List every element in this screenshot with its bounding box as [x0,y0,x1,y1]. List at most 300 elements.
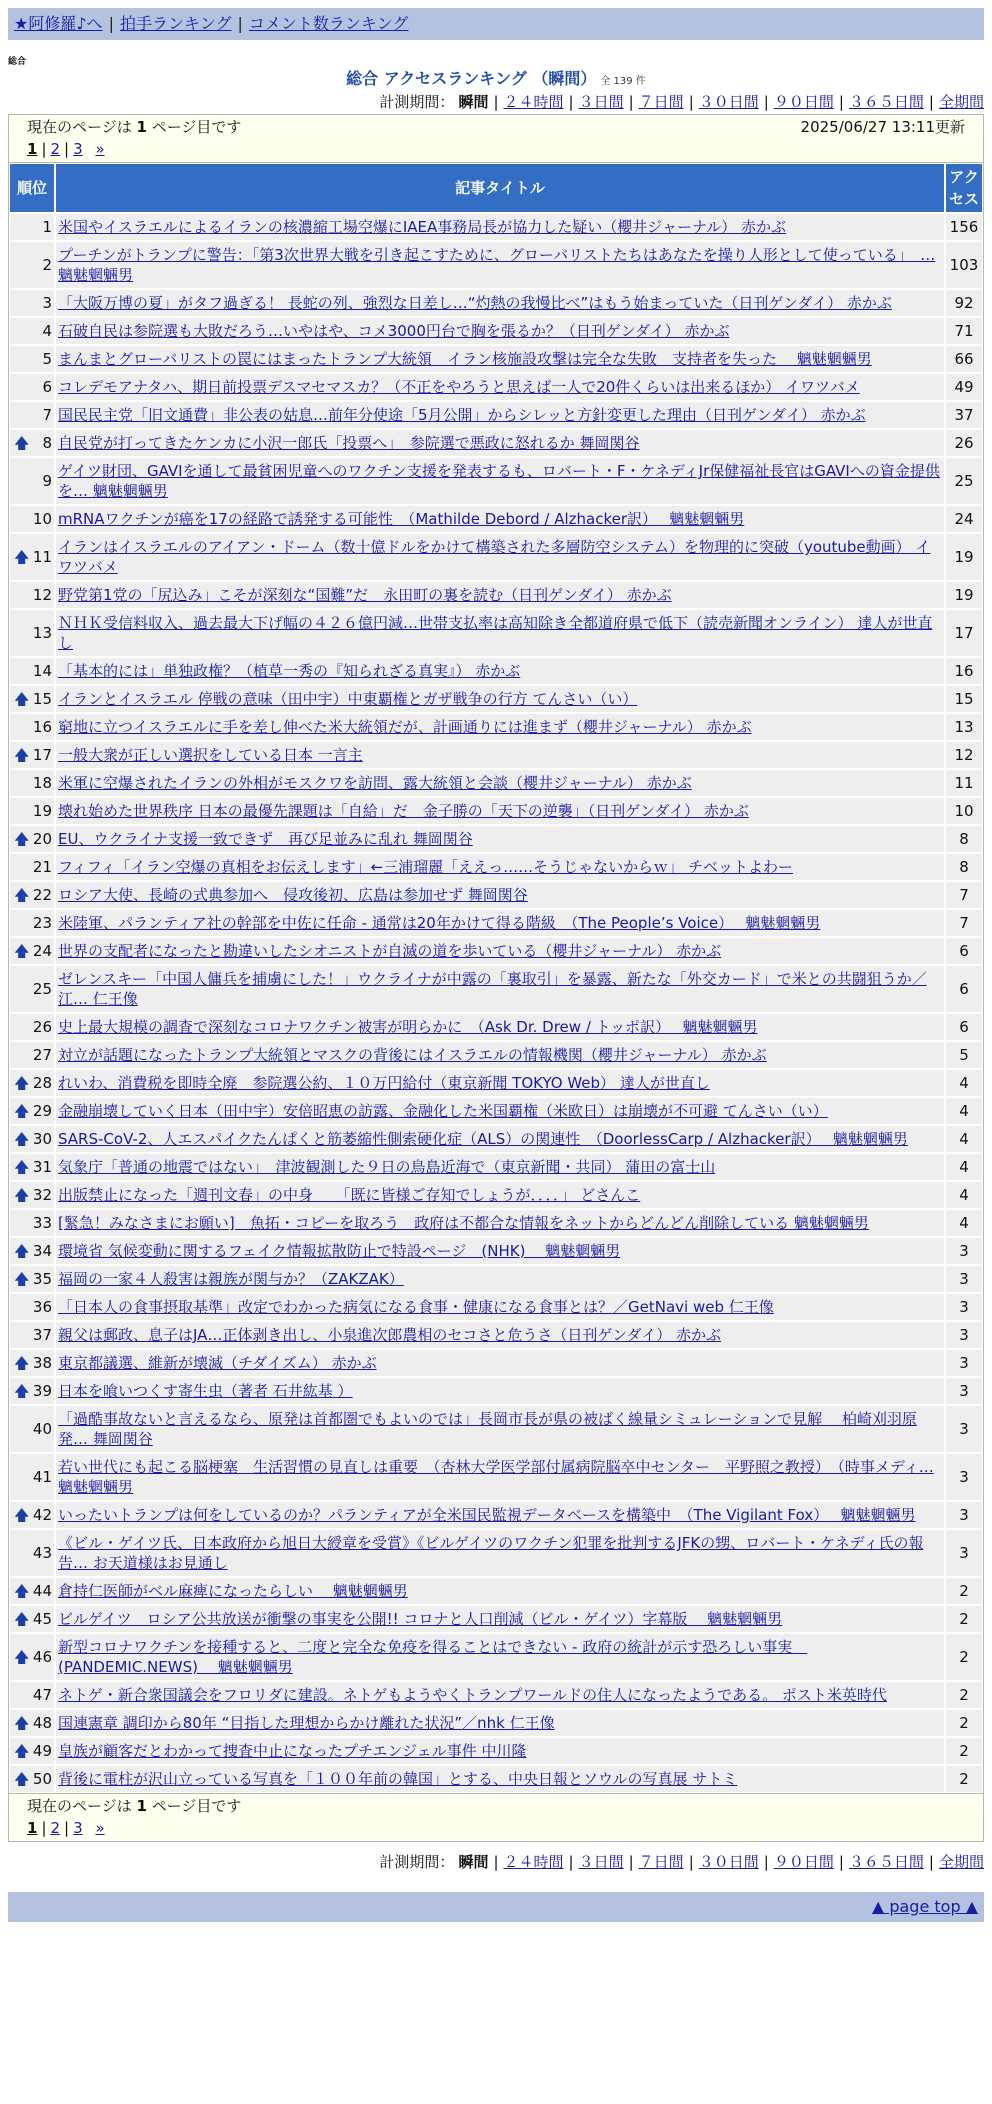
title-cell [55,1709,945,1737]
period-option[interactable]: 全期間 [938,93,984,111]
title-cell [55,213,945,241]
title-cell [55,657,945,685]
article-link[interactable]: フィフィ「イラン空爆の真相をお伝えします」←三浦瑠麗「ええっ……そうじゃないからｗ」 チベットよわー [58,858,793,876]
article-link[interactable]: 新型コロナワクチンを接種すると、二度と完全な免疫を得ることはできない - 政府の統計が示す恐ろしい事実 (PANDEMIC.NEWS) 魑魅魍魎男 [58,1638,808,1676]
rank-number: 9 [42,472,52,490]
rank-number: 25 [32,980,52,998]
page-link[interactable]: 2 [50,140,61,158]
access-count: 3 [945,1453,983,1501]
rank-cell [9,401,55,429]
rank-number: 16 [32,718,52,736]
title-cell [55,581,945,609]
table-row [9,1125,983,1153]
article-link[interactable]: 日本を喰いつくす寄生虫（著者 石井紘基 ） [58,1382,353,1400]
page-links: 1 | 2 | 3 » [27,1819,105,1837]
rank-cell [9,1209,55,1237]
rank-number: 31 [32,1158,52,1176]
table-row [9,769,983,797]
title-cell [55,1209,945,1237]
rank-cell [9,241,55,289]
access-count: 11 [945,769,983,797]
table-row [9,401,983,429]
article-link[interactable]: 国民民主党「旧文通費」非公表の姑息…前年分使途「5月公開」からシレッと方針変更した理由（日刊ゲンダイ） 赤かぶ [58,406,866,424]
table-row [9,345,983,373]
rank-number: 48 [32,1714,52,1732]
table-row [9,505,983,533]
rank-up-arrow-icon: 🡅 [14,886,30,904]
access-count: 3 [945,1501,983,1529]
table-row [9,797,983,825]
table-row [9,853,983,881]
title-cell [55,685,945,713]
access-count: 4 [945,1153,983,1181]
rank-cell [9,1453,55,1501]
period-option[interactable]: ２４時間 [503,93,564,111]
title-cell [55,1349,945,1377]
title-cell [55,1577,945,1605]
access-count: 5 [945,1041,983,1069]
rank-cell [9,797,55,825]
rank-cell [9,1237,55,1265]
title-cell [55,345,945,373]
access-count: 6 [945,1013,983,1041]
title-cell [55,1321,945,1349]
rank-cell [9,505,55,533]
article-link[interactable]: 米軍に空爆されたイランの外相がモスクワを訪問、露大統領と会談（櫻井ジャーナル） 赤かぶ [58,774,692,792]
period-option[interactable]: ３６５日間 [848,93,924,111]
access-count: 3 [945,1321,983,1349]
rank-up-arrow-icon: 🡅 [14,1610,30,1628]
period-option[interactable]: ２４時間 [503,1853,564,1871]
rank-number: 38 [32,1354,52,1372]
title-cell [55,881,945,909]
period-selector: 計測期間： 瞬間 | ２４時間 | ３日間 | ７日間 | ３０日間 | ９０日間 | ３６５日間 | 全期間 [379,93,984,111]
article-link[interactable]: 倉持仁医師がベル麻痺になったらしい 魑魅魍魎男 [58,1582,408,1600]
ranking-table [8,163,984,1793]
access-count: 25 [945,457,983,505]
article-link[interactable]: 自民党が打ってきたケンカに小沢一郎氏「投票へ」 参院選で悪政に怒れるか 舞岡関谷 [58,434,640,452]
article-link[interactable]: 《ビル・ゲイツ氏、日本政府から旭日大綬章を受賞》《ビルゲイツのワクチン犯罪を批判するJFKの甥、ロバート・ケネディ氏の報告… お天道様はお見通し [58,1534,924,1572]
rank-cell [9,1013,55,1041]
article-link[interactable]: ゲイツ財団、GAVIを通して最貧困児童へのワクチン支援を発表するも、ロバート・F・ケネディJr保健福祉長官はGAVIへの資金提供を… 魑魅魍魎男 [58,462,940,500]
title-cell [55,1013,945,1041]
access-count: 3 [945,1349,983,1377]
article-link[interactable]: 「過酷事故ないと言えるなら、原発は首都圏でもよいのでは」長岡市長が県の被ばく線量シミュレーションで見解 柏崎刈羽原発… 舞岡関谷 [58,1410,917,1448]
article-link[interactable]: 米陸軍、パランティア社の幹部を中佐に任命 - 通常は20年かけて得る階級 （The People’s Voice） 魑魅魍魎男 [58,914,821,932]
rank-cell [9,1633,55,1681]
page-link[interactable]: 3 [73,140,83,158]
title-cell [55,241,945,289]
rank-cell [9,289,55,317]
table-row [9,429,983,457]
table-row [9,825,983,853]
rank-cell [9,1405,55,1453]
rank-up-arrow-icon: 🡅 [14,942,30,960]
next-page-link[interactable]: » [95,140,105,158]
page-link: 1 [27,140,38,158]
title-cell [55,609,945,657]
title-cell [55,1605,945,1633]
article-link[interactable]: 世界の支配者になったと勘違いしたシオニストが自滅の道を歩いている（櫻井ジャーナル） 赤かぶ [58,942,722,960]
rank-cell [9,713,55,741]
article-link[interactable]: [緊急！みなさまにお願い] 魚拓・コピーを取ろう 政府は不都合な情報をネットからどんどん削除している 魑魅魍魎男 [58,1214,869,1232]
page-title: 総合 アクセスランキング （瞬間） [346,69,597,88]
article-link[interactable]: 壊れ始めた世界秩序 日本の最優先課題は「自給」だ 金子勝の「天下の逆襲」（日刊ゲンダイ） 赤かぶ [58,802,749,820]
table-row [9,1577,983,1605]
rank-number: 14 [32,662,52,680]
table-row [9,881,983,909]
rank-cell [9,1349,55,1377]
article-link[interactable]: ゼレンスキー「中国人傭兵を捕虜にした！」ウクライナが中露の「裏取引」を暴露、新たな「外交カード」で米との共闘狙うか／江… 仁王像 [58,970,927,1008]
rank-number: 1 [42,218,52,236]
title-header: 記事タイトル [55,163,945,213]
access-count: 2 [945,1605,983,1633]
table-row [9,1041,983,1069]
rank-cell [9,685,55,713]
rank-number: 6 [42,378,52,396]
article-link[interactable]: 野党第1党の「尻込み」こそが深刻な“国難”だ 永田町の裏を読む（日刊ゲンダイ） 赤かぶ [58,586,672,604]
table-row [9,1209,983,1237]
next-page-link[interactable]: » [95,1819,105,1837]
comment-ranking-link[interactable]: コメント数ランキング [248,14,409,33]
rank-number: 28 [32,1074,52,1092]
rank-cell [9,373,55,401]
access-count: 26 [945,429,983,457]
access-count: 3 [945,1293,983,1321]
article-link[interactable]: ＮＨＫ受信料収入、過去最大下げ幅の４２６億円減…世帯支払率は高知除き全都道府県で低下（読売新聞オンライン） 達人が世直し [58,614,933,652]
access-count: 19 [945,533,983,581]
rank-cell [9,1097,55,1125]
rank-up-arrow-icon: 🡅 [14,1074,30,1092]
table-row [9,1293,983,1321]
article-link[interactable]: ビルゲイツ ロシア公共放送が衝撃の事実を公開!! コロナと人口削減（ビル・ゲイツ）字幕版 魑魅魍魎男 [58,1610,783,1628]
title-cell [55,1181,945,1209]
period-selector-bottom: 計測期間： 瞬間 | ２４時間 | ３日間 | ７日間 | ３０日間 | ９０日間 | ３６５日間 | 全期間 [379,1853,984,1871]
pager-top [8,114,984,163]
updated-timestamp: 2025/06/27 13:11更新 [800,118,965,136]
access-count: 3 [945,1405,983,1453]
table-row [9,1377,983,1405]
table-row [9,937,983,965]
access-count: 71 [945,317,983,345]
article-link[interactable]: プーチンがトランプに警告：「第3次世界大戦を引き起こすために、グローバリストたちはあなたを操り人形として使っている」 … 魑魅魍魎男 [58,246,936,284]
article-link[interactable]: 環境省 気候変動に関するフェイク情報拡散防止で特設ページ (NHK) 魑魅魍魎男 [58,1242,621,1260]
article-link[interactable]: 一般大衆が正しい選択をしている日本 一言主 [58,746,363,764]
rank-up-arrow-icon: 🡅 [14,1130,30,1148]
access-count: 6 [945,965,983,1013]
access-count: 2 [945,1709,983,1737]
access-count: 103 [945,241,983,289]
article-link[interactable]: ロシア大使、長崎の式典参加へ 侵攻後初、広島は参加せず 舞岡関谷 [58,886,528,904]
table-row [9,1237,983,1265]
rank-number: 32 [32,1186,52,1204]
rank-number: 30 [32,1130,52,1148]
article-link[interactable]: ネトゲ・新合衆国議会をフロリダに建設。ネトゲもようやくトランプワールドの住人になったようである。 ポスト米英時代 [58,1686,887,1704]
title-cell [55,1153,945,1181]
period-option[interactable]: ３０日間 [698,93,759,111]
access-count: 2 [945,1577,983,1605]
title-cell [55,429,945,457]
rank-cell [9,1529,55,1577]
access-count: 4 [945,1181,983,1209]
home-link[interactable]: ★阿修羅♪へ [14,14,103,33]
rank-up-arrow-icon: 🡅 [14,1102,30,1120]
article-link[interactable]: 気象庁「普通の地震ではない」 津波観測した９日の鳥島近海で（東京新聞・共同） 蒲田の富士山 [58,1158,716,1176]
rank-cell [9,825,55,853]
rank-up-arrow-icon: 🡅 [14,746,30,764]
article-link[interactable]: 窮地に立つイスラエルに手を差し伸べた米大統領だが、計画通りには進まず（櫻井ジャーナル） 赤かぶ [58,718,752,736]
article-link[interactable]: 親父は郵政、息子はJA…正体剥き出し、小泉進次郎農相のセコさと危うさ（日刊ゲンダイ） 赤かぶ [58,1326,721,1344]
title-cell [55,797,945,825]
rank-number: 46 [32,1648,52,1666]
rank-number: 13 [32,624,52,642]
article-link[interactable]: 背後に電柱が沢山立っている写真を「１００年前の韓国」とする、中央日報とソウルの写真展 サトミ [58,1770,738,1788]
rank-up-arrow-icon: 🡅 [14,690,30,708]
article-link[interactable]: 国連憲章 調印から80年 “目指した理想からかけ離れた状況”／nhk 仁王像 [58,1714,555,1732]
article-link[interactable]: 史上最大規模の調査で深刻なコロナワクチン被害が明らかに （Ask Dr. Drew / トッポ訳） 魑魅魍魎男 [58,1018,758,1036]
table-row [9,1405,983,1453]
title-cell [55,457,945,505]
rank-up-arrow-icon: 🡅 [14,1742,30,1760]
rank-cell [9,213,55,241]
article-link[interactable]: イランはイスラエルのアイアン・ドーム（数十億ドルをかけて構築された多層防空システム）を物理的に突破（youtube動画） イワツバメ [58,538,931,576]
period-option: 瞬間 [458,93,489,111]
access-count: 37 [945,401,983,429]
access-count: 2 [945,1737,983,1765]
rank-number: 21 [32,858,52,876]
rank-cell [9,881,55,909]
title-cell [55,1041,945,1069]
rank-cell [9,1501,55,1529]
rank-up-arrow-icon: 🡅 [14,830,30,848]
access-count: 156 [945,213,983,241]
title-cell [55,1405,945,1453]
access-count: 3 [945,1529,983,1577]
rank-cell [9,741,55,769]
table-row [9,1681,983,1709]
article-link[interactable]: 「日本人の食事摂取基準」改定でわかった病気になる食事・健康になる食事とは？／GetNavi web 仁王像 [58,1298,774,1316]
period-option[interactable]: ３０日間 [698,1853,759,1871]
pager-bottom [8,1793,984,1842]
title-cell [55,741,945,769]
article-link[interactable]: いったいトランプは何をしているのか？パランティアが全米国民監視データベースを構築中 （The Vigilant Fox） 魑魅魍魎男 [58,1506,916,1524]
table-header-row [9,163,983,213]
article-link[interactable]: まんまとグローバリストの罠にはまったトランプ大統領 イラン核施設攻撃は完全な失敗 支持者を失った 魑魅魍魎男 [58,350,872,368]
table-row [9,1265,983,1293]
title-cell [55,1453,945,1501]
access-count: 2 [945,1765,983,1793]
clap-ranking-link[interactable]: 拍手ランキング [119,14,232,33]
table-row [9,241,983,289]
rank-number: 49 [32,1742,52,1760]
article-link[interactable]: 出版禁止になった「週刊文春」の中身 「既に皆様ご存知でしょうが．．．．」 どさんこ [58,1186,641,1204]
table-row [9,1321,983,1349]
access-count: 10 [945,797,983,825]
article-link[interactable]: れいわ、消費税を即時全廃 参院選公約、１０万円給付（東京新聞 TOKYO Web） 達人が世直し [58,1074,710,1092]
period-option[interactable]: ３日間 [578,93,624,111]
rank-up-arrow-icon: 🡅 [14,1648,30,1666]
rank-cell [9,1377,55,1405]
period-option[interactable]: ７日間 [638,93,684,111]
rank-number: 24 [32,942,52,960]
article-link[interactable]: 対立が話題になったトランプ大統領とマスクの背後にはイスラエルの情報機関（櫻井ジャーナル） 赤かぶ [58,1046,767,1064]
article-link[interactable]: 皇族が顧客だとわかって捜査中止になったプチエンジェル事件 中川隆 [58,1742,527,1760]
title-cell [55,373,945,401]
page-link: 1 [27,1819,38,1837]
rank-number: 18 [32,774,52,792]
rank-up-arrow-icon: 🡅 [14,548,30,566]
rank-cell [9,533,55,581]
table-row [9,1605,983,1633]
table-row [9,1153,983,1181]
rank-number: 4 [42,322,52,340]
title-cell [55,825,945,853]
article-link[interactable]: 米国やイスラエルによるイランの核濃縮工場空爆にIAEA事務局長が協力した疑い（櫻井ジャーナル） 赤かぶ [58,218,786,236]
article-link[interactable]: SARS-CoV-2、人エスパイクたんぱくと筋萎縮性側索硬化症（ALS）の関連性 （DoorlessCarp / Alzhacker訳） 魑魅魍魎男 [58,1130,908,1148]
rank-cell [9,1737,55,1765]
table-row [9,1181,983,1209]
title-cell [55,1237,945,1265]
rank-number: 8 [42,434,52,452]
page-link[interactable]: 2 [50,1819,61,1837]
table-row [9,213,983,241]
article-link[interactable]: 金融崩壊していく日本（田中宇）安倍昭恵の訪露、金融化した米国覇権（米欧日）は崩壊が不可避 てんさい（い） [58,1102,828,1120]
table-row [9,1097,983,1125]
table-row [9,965,983,1013]
rank-cell [9,1321,55,1349]
rank-cell [9,853,55,881]
rank-up-arrow-icon: 🡅 [14,1270,30,1288]
table-row [9,1529,983,1577]
article-link[interactable]: コレデモアナタハ、期日前投票デスマセマスカ？（不正をやろうと思えば一人で20件くらいは出来るほか） イワツバメ [58,378,860,396]
page-link[interactable]: 3 [73,1819,83,1837]
rank-cell [9,909,55,937]
title-cell [55,1633,945,1681]
access-count: 19 [945,581,983,609]
article-link[interactable]: イランとイスラエル 停戦の意味（田中宇）中東覇権とガザ戦争の行方 てんさい（い） [58,690,638,708]
rank-cell [9,1709,55,1737]
rank-cell [9,345,55,373]
title-cell [55,533,945,581]
access-count: 3 [945,1237,983,1265]
rank-number: 50 [32,1770,52,1788]
table-row [9,741,983,769]
rank-number: 19 [32,802,52,820]
rank-number: 11 [32,548,52,566]
access-count: 16 [945,657,983,685]
rank-number: 12 [32,586,52,604]
table-row [9,1501,983,1529]
table-row [9,1453,983,1501]
title-cell [55,505,945,533]
period-option[interactable]: ７日間 [638,1853,684,1871]
table-row [9,373,983,401]
rank-cell [9,1765,55,1793]
article-link[interactable]: mRNAワクチンが癌を17の経路で誘発する可能性 （Mathilde Debord / Alzhacker訳） 魑魅魍魎男 [58,510,745,528]
title-cell [55,937,945,965]
rank-number: 34 [32,1242,52,1260]
period-option[interactable]: ３日間 [578,1853,624,1871]
period-option[interactable]: ３６５日間 [848,1853,924,1871]
access-count: 3 [945,1265,983,1293]
rank-cell [9,429,55,457]
rank-cell [9,457,55,505]
period-option[interactable]: 全期間 [938,1853,984,1871]
article-link[interactable]: EU、ウクライナ支援一致できず 再び足並みに乱れ 舞岡関谷 [58,830,473,848]
period-option[interactable]: ９０日間 [773,1853,834,1871]
top-nav: ★阿修羅♪へ | 拍手ランキング | コメント数ランキング [8,8,984,40]
rank-number: 41 [32,1468,52,1486]
article-link[interactable]: 「大阪万博の夏」がタフ過ぎる！ 長蛇の列、強烈な日差し…“灼熱の我慢比べ”はもう始まっていた（日刊ゲンダイ） 赤かぶ [58,294,892,312]
period-option[interactable]: ９０日間 [773,93,834,111]
rank-cell [9,1605,55,1633]
rank-up-arrow-icon: 🡅 [14,1186,30,1204]
access-count: 8 [945,853,983,881]
rank-cell [9,965,55,1013]
rank-number: 44 [32,1582,52,1600]
article-link[interactable]: 福岡の一家４人殺害は親族が関与か？（ZAKZAK） [58,1270,404,1288]
table-row [9,1633,983,1681]
access-count: 92 [945,289,983,317]
access-count: 4 [945,1125,983,1153]
total-count: 全 139 件 [600,76,646,87]
table-row [9,1765,983,1793]
rank-number: 23 [32,914,52,932]
access-count: 4 [945,1097,983,1125]
rank-number: 42 [32,1506,52,1524]
article-link[interactable]: 石破自民は参院選も大敗だろう…いやはや、コメ3000円台で胸を張るか？（日刊ゲンダイ） 赤かぶ [58,322,730,340]
rank-up-arrow-icon: 🡅 [14,434,30,452]
title-cell [55,1529,945,1577]
rank-cell [9,1125,55,1153]
access-count: 7 [945,909,983,937]
title-cell [55,289,945,317]
rank-number: 3 [42,294,52,312]
article-link[interactable]: 若い世代にも起こる脳梗塞 生活習慣の見直しは重要 （杏林大学医学部付属病院脳卒中センター 平野照之教授） （時事メディ… 魑魅魍魎男 [58,1458,934,1496]
bottom-bar [8,1892,984,1922]
rank-number: 29 [32,1102,52,1120]
title-cell [55,1125,945,1153]
access-count: 2 [945,1681,983,1709]
rank-up-arrow-icon: 🡅 [14,1158,30,1176]
access-count: 4 [945,1209,983,1237]
table-row [9,685,983,713]
access-header: アクセス [945,163,983,213]
article-link[interactable]: 「基本的には」単独政権？（植草一秀の『知られざる真実』） 赤かぶ [58,662,521,680]
title-cell [55,1681,945,1709]
access-count: 8 [945,825,983,853]
access-count: 12 [945,741,983,769]
article-link[interactable]: 東京都議選、維新が壊滅（チダイズム） 赤かぶ [58,1354,377,1372]
title-cell [55,317,945,345]
period-option: 瞬間 [458,1853,489,1871]
rank-number: 20 [32,830,52,848]
table-row [9,1349,983,1377]
access-count: 7 [945,881,983,909]
rank-number: 17 [32,746,52,764]
page-top-link[interactable]: ▲ page top ▲ [871,1897,978,1916]
access-count: 6 [945,937,983,965]
title-cell [55,1501,945,1529]
table-row [9,1013,983,1041]
rank-cell [9,1681,55,1709]
period-label: 計測期間： [379,93,455,111]
page-links: 1 | 2 | 3 » [27,140,105,158]
access-count: 24 [945,505,983,533]
rank-number: 22 [32,886,52,904]
access-count: 13 [945,713,983,741]
title-cell [55,1069,945,1097]
